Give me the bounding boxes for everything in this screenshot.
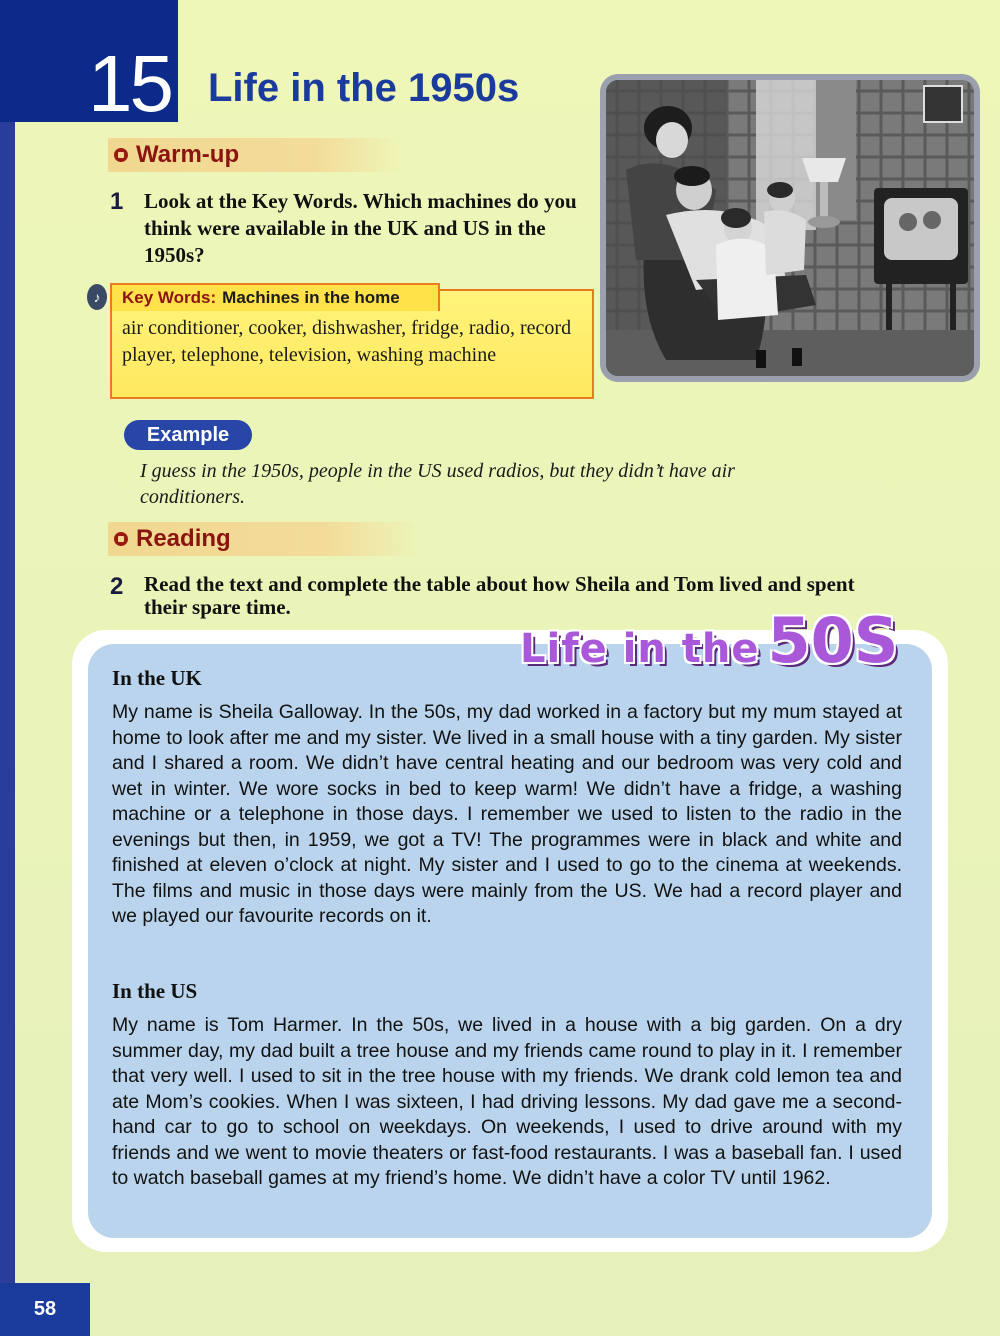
unit-number-box [0, 0, 178, 128]
section-bullet-icon [114, 148, 128, 162]
key-words-box [110, 289, 594, 399]
key-words-label: Key Words: [122, 288, 217, 307]
warmup-heading-label: Warm-up [136, 141, 240, 168]
speaker-icon[interactable]: ♪ [87, 284, 107, 310]
section-bullet-icon [114, 532, 128, 546]
example-text: I guess in the 1950s, people in the US used radios, but they didn’t have air conditioners. [140, 460, 735, 508]
key-words-title [110, 283, 440, 311]
page-number: 58 [0, 1283, 90, 1336]
uk-paragraph: My name is Sheila Galloway. In the 50s, my dad worked in a factory but my mum stayed at home to look after me and my sister. We lived in a small house with a tiny garden. My sister and I shared a room. We didn’t have central heating and our bedroom was very cold and wet in winter. We wore socks in bed to keep warm! We didn’t have a fridge, a washing machine or a telephone in those days. I remember we used to listen to the radio in the evenings but then, in 1959, we got a TV! The programmes were in black and white and finished at eleven o’clock at night. My sister and I used to go to the cinema at weekends. The films and music in those days were mainly from the US. We had a record player and we played our favourite records on it. [112, 701, 902, 927]
logo-text: Life in the [520, 626, 760, 672]
us-paragraph: My name is Tom Harmer. In the 50s, we lived in a house with a big garden. On a dry summer day, my dad built a tree house and my friends came round to play in it. I remember that very well. I used to sit in the tree house with my friends. We drank cold lemon tea and ate Mom’s cookies. When I was sixteen, I had driving lessons. My dad gave me a second-hand car to go to school on weekdays. On weekends, I used to drive around with my friends and we went to movie theaters or fast-food restaurants. I was a baseball fan. I used to watch baseball games at my friend’s home. We didn’t have a color TV until 1962. [112, 1014, 902, 1189]
example-label: Example [124, 420, 252, 450]
key-words-topic: Machines in the home [222, 288, 400, 307]
uk-heading: In the UK [112, 666, 202, 690]
reading-heading [108, 522, 420, 556]
left-margin-bar [0, 0, 15, 1336]
question-1-text: Look at the Key Words. Which machines do you think were available in the UK and US in the 1950s? [144, 189, 577, 267]
us-heading: In the US [112, 979, 198, 1003]
life-in-the-50s-logo [520, 604, 898, 677]
unit-number: 15 [88, 39, 171, 128]
family-tv-photo [600, 74, 980, 382]
question-2-text: Read the text and complete the table about how Sheila and Tom lived and spent their spare time. [144, 572, 855, 619]
reading-heading-label: Reading [136, 525, 231, 552]
family-tv-illustration [606, 80, 974, 376]
unit-title: Life in the 1950s [208, 66, 520, 110]
key-words-list: air conditioner, cooker, dishwasher, fridge, radio, record player, telephone, television, washing machine [122, 317, 572, 366]
question-2-number: 2 [110, 573, 124, 600]
logo-big-text: 50S [767, 604, 899, 677]
warmup-heading [108, 138, 404, 172]
question-1-number: 1 [110, 188, 124, 215]
